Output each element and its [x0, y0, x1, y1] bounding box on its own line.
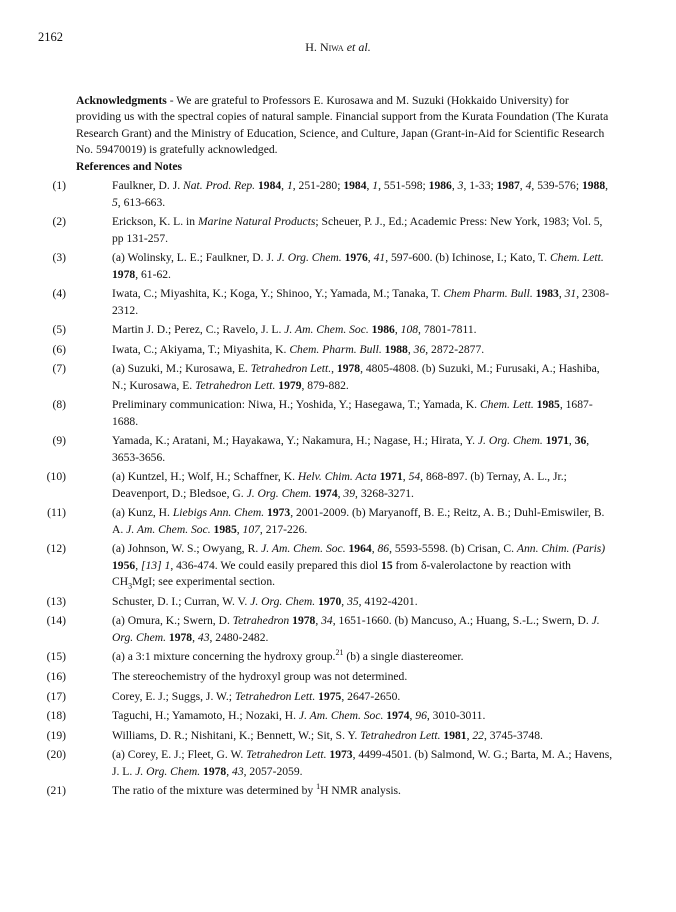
reference-segment: J. Am. Chem. Soc. [126, 522, 211, 536]
reference-segment: , 613-663. [117, 195, 166, 209]
reference-segment: , [135, 558, 141, 572]
reference-segment: H NMR analysis. [320, 784, 401, 798]
reference-segment: J. Org. Chem. [477, 434, 543, 448]
reference-text [112, 542, 606, 591]
reference-segment: Iwata, C.; Miyashita, K.; Koga, Y.; Shinoo, Y.; Yamada, M.; Tanaka, T. [112, 287, 444, 301]
reference-segment: Chem. Pharm. Bull. [289, 342, 382, 356]
reference-segment: 31 [564, 287, 577, 301]
reference-segment: 1986 [428, 179, 452, 193]
reference-segment: , [409, 709, 416, 723]
reference-segment: 1984 [343, 179, 367, 193]
reference-segment: 39 [343, 486, 356, 500]
reference-segment: , 1651-1660. (b) Mancuso, A.; Huang, S.-L.; Swern, D. [332, 614, 592, 628]
reference-segment: 1983 [535, 287, 559, 301]
reference-segment: , [558, 287, 565, 301]
reference-text [112, 179, 608, 208]
reference-segment: J. Org. Chem. [112, 614, 600, 644]
reference-segment: 41 [373, 251, 386, 265]
reference-segment: , 597-600. (b) Ichinose, I.; Kato, T. [385, 251, 550, 265]
reference-number: ( 18 ) [36, 708, 66, 724]
reference-segment: (a) Omura, K.; Swern, D. [112, 614, 233, 628]
reference-segment: J. Org. Chem. [135, 764, 201, 778]
reference-segment: J. Am. Chem. Soc. [298, 709, 384, 723]
reference-text [112, 506, 604, 535]
reference-item [50, 689, 616, 705]
reference-segment: J. Org. Chem. [246, 486, 312, 500]
reference-text [112, 690, 400, 703]
reference-segment: 1976 [344, 251, 368, 265]
reference-segment: , [371, 542, 378, 556]
reference-text [112, 251, 604, 280]
reference-text [112, 470, 567, 499]
reference-segment: Erickson, K. L. in [112, 215, 198, 229]
reference-item [56, 322, 616, 338]
reference-item [56, 286, 616, 319]
reference-text [112, 595, 418, 608]
reference-segment: (b) a single diastereomer. [343, 650, 464, 664]
reference-segment: 36 [574, 434, 587, 448]
reference-segment: 1978 [336, 362, 361, 376]
reference-number: ( 1 ) [36, 178, 66, 194]
reference-segment: , 3010-3011. [426, 709, 486, 723]
reference-item [50, 541, 616, 591]
acknowledgments-title: Acknowledgments [76, 94, 167, 107]
reference-segment: 1975 [318, 689, 342, 703]
reference-segment: Chem. Lett. [549, 251, 604, 265]
reference-segment: 1978 [112, 267, 136, 281]
reference-segment: 43 [232, 764, 244, 778]
reference-segment: , 2001-2009. (b) Maryanoff, B. E.; Reitz, A. B.; Duhl-Emiswiler, B. A. [112, 506, 605, 536]
reference-segment: Corey, E. J.; Suggs, J. W.; [112, 689, 235, 703]
reference-text [112, 729, 543, 742]
reference-segment: , 551-598; [378, 179, 429, 193]
reference-segment: , [605, 179, 609, 193]
reference-segment: J. Org. Chem. [250, 594, 316, 608]
reference-segment: , [226, 764, 233, 778]
reference-segment: , 1-33; [463, 179, 497, 193]
reference-segment: 1987 [496, 179, 520, 193]
reference-number: ( 4 ) [36, 286, 66, 302]
reference-segment: , [341, 594, 348, 608]
reference-segment: , 4192-4201. [358, 594, 418, 608]
reference-segment: The ratio of the mixture was determined by [112, 784, 317, 798]
reference-segment: 1974 [386, 709, 410, 723]
reference-segment: 1971 [545, 434, 569, 448]
reference-text [112, 650, 464, 663]
reference-segment: Taguchi, H.; Yamamoto, H.; Nozaki, H. [112, 709, 299, 723]
reference-segment: , 868-897. (b) Ternay, A. L., Jr.; Deavenport, D.; Bledsoe, G. [112, 470, 567, 500]
reference-segment: Tetrahedron Lett. [246, 748, 327, 762]
reference-segment: , 436-474. We could easily prepared this diol [170, 558, 382, 572]
reference-segment: (a) Wolinsky, L. E.; Faulkner, D. J. [112, 251, 277, 265]
reference-segment: , 3268-3271. [355, 486, 414, 500]
reference-segment: Iwata, C.; Akiyama, T.; Miyashita, K. [112, 342, 290, 356]
reference-segment: , 2480-2482. [209, 630, 269, 644]
reference-segment: 3 [457, 179, 464, 193]
reference-segment: Martin J. D.; Perez, C.; Ravelo, J. L. [112, 323, 285, 337]
reference-segment: 1984 [257, 179, 282, 193]
reference-segment: (a) Johnson, W. S.; Owyang, R. [112, 542, 262, 556]
reference-list [50, 178, 616, 800]
reference-text [112, 784, 401, 797]
reference-segment: 1956 [112, 558, 136, 572]
reference-item [56, 178, 616, 211]
reference-item [56, 214, 616, 247]
reference-number: ( 12 ) [36, 541, 66, 557]
reference-segment: Faulkner, D. J. [112, 179, 184, 193]
reference-segment: , 2647-2650. [341, 689, 401, 703]
reference-segment: 43 [197, 630, 210, 644]
reference-segment: Schuster, D. I.; Curran, W. V. [112, 594, 251, 608]
reference-segment: (a) a 3:1 mixture concerning the hydroxy group. [112, 650, 336, 664]
reference-segment: 5 [112, 195, 118, 209]
reference-segment: , [337, 486, 344, 500]
page-number: 2162 [38, 30, 63, 44]
reference-text [112, 215, 602, 244]
reference-segment: , [466, 728, 473, 742]
reference-number: ( 16 ) [36, 669, 66, 685]
reference-segment: , 3745-3748. [483, 728, 543, 742]
reference-segment: 1985 [536, 398, 560, 412]
reference-segment: 1988 [384, 342, 408, 356]
reference-segment: 1 [286, 179, 293, 193]
reference-segment: , [192, 630, 198, 644]
reference-segment: , 4499-4501. (b) Salmond, W. G.; Barta, M. A.; Havens, J. L. [112, 748, 613, 778]
reference-number: ( 11 ) [36, 505, 66, 521]
reference-segment: 36 [413, 342, 426, 356]
reference-text [112, 343, 484, 356]
reference-number: ( 10 ) [36, 469, 66, 485]
reference-segment: , [402, 470, 409, 484]
reference-segment: Nat. Prod. Rep. [183, 179, 256, 193]
reference-segment: 1 [316, 782, 321, 792]
reference-segment: Chem Pharm. Bull. [443, 287, 533, 301]
acknowledgments-text: - We are grateful to Professors E. Kurosawa and M. Suzuki (Hokkaido University) for providing us with the spectral copies of natural sample. Financial support from the Kurata Foundation (The Kurata Research Grant) and the Ministry of Education, Science, and Culture, Japan (Grant-in-Aid for Scientific Research No. 59470019) is gratefully acknowledged. [76, 94, 609, 157]
reference-segment: , 1687-1688. [112, 398, 593, 428]
reference-segment: , [366, 179, 373, 193]
reference-text [112, 362, 600, 391]
reference-text [112, 398, 593, 427]
reference-item [50, 594, 616, 610]
reference-segment: , 2872-2877. [425, 342, 485, 356]
reference-segment: 1973 [329, 748, 353, 762]
reference-segment: , 61-62. [135, 267, 171, 281]
reference-segment: 22 [472, 728, 484, 742]
reference-segment: (a) Suzuki, M.; Kurosawa, E. [112, 362, 251, 376]
reference-number: ( 20 ) [36, 747, 66, 763]
reference-item [50, 747, 616, 780]
reference-segment: Tetrahedron Lett. [234, 689, 316, 703]
acknowledgments-paragraph [76, 93, 616, 159]
reference-number: ( 21 ) [36, 783, 66, 799]
reference-segment: 1978 [292, 614, 316, 628]
reference-segment: , 251-280; [292, 179, 344, 193]
reference-segment: 1979 [278, 378, 302, 392]
reference-segment: 4 [525, 179, 532, 193]
reference-segment: 1978 [203, 764, 227, 778]
reference-segment: 1986 [371, 323, 395, 337]
reference-segment: 15 [381, 558, 393, 572]
reference-number: ( 14 ) [36, 613, 66, 629]
reference-item [50, 505, 616, 538]
reference-segment: 1970 [318, 594, 342, 608]
reference-segment: , [281, 179, 287, 193]
reference-segment: , [407, 342, 414, 356]
page-body [50, 93, 616, 800]
reference-segment: 1 [372, 179, 379, 193]
reference-segment: , [394, 323, 401, 337]
reference-number: ( 2 ) [36, 214, 66, 230]
reference-segment: , 2308-2312. [112, 287, 610, 317]
reference-text [112, 434, 589, 463]
reference-number: ( 17 ) [36, 689, 66, 705]
reference-item [56, 397, 616, 430]
reference-segment: 54 [408, 470, 421, 484]
reference-segment: (a) Kunz, H. [112, 506, 173, 520]
reference-item [56, 250, 616, 283]
reference-item [50, 708, 616, 724]
reference-item [56, 361, 616, 394]
reference-segment: MgI; see experimental section. [132, 575, 276, 589]
running-head-author-surname: Niwa [319, 40, 344, 54]
reference-number: ( 19 ) [36, 728, 66, 744]
reference-segment: Preliminary communication: Niwa, H.; Yoshida, Y.; Hasegawa, T.; Yamada, K. [112, 398, 480, 412]
reference-segment: 21 [335, 648, 344, 658]
reference-number: ( 9 ) [36, 433, 66, 449]
reference-segment: Tetrahedron Lett. [360, 728, 441, 742]
reference-segment: 3 [128, 581, 133, 591]
reference-segment: 1971 [379, 470, 403, 484]
reference-segment: 1988 [581, 179, 606, 193]
reference-segment: J. Org. Chem. [276, 251, 342, 265]
reference-segment: J. Am. Chem. Soc. [284, 323, 369, 337]
reference-text [112, 323, 477, 336]
reference-segment: Yamada, K.; Aratani, M.; Hayakawa, Y.; Nakamura, H.; Nagase, H.; Hirata, Y. [112, 434, 478, 448]
reference-segment: from δ-valerolactone by reaction with CH [112, 558, 571, 589]
reference-segment: Tetrahedron [232, 614, 290, 628]
reference-segment: , 539-576; [531, 179, 582, 193]
reference-segment: , [519, 179, 526, 193]
reference-item [56, 342, 616, 358]
reference-segment: The stereochemistry of the hydroxyl group was not determined. [112, 670, 408, 683]
reference-segment: [13] 1 [140, 558, 171, 572]
reference-segment: , 4805-4808. (b) Suzuki, M.; Furusaki, A.; Hashiba, N.; Kurosawa, E. [112, 362, 600, 392]
reference-number: ( 13 ) [36, 594, 66, 610]
reference-segment: Tetrahedron Lett. [250, 362, 332, 376]
reference-segment: 1985 [213, 522, 237, 536]
reference-item [50, 728, 616, 744]
reference-segment: Ann. Chim. (Paris) [516, 542, 606, 556]
reference-number: ( 8 ) [36, 397, 66, 413]
reference-item [56, 433, 616, 466]
reference-number: ( 7 ) [36, 361, 66, 377]
reference-segment: 35 [347, 594, 359, 608]
reference-segment: 1978 [168, 630, 193, 644]
reference-item [50, 669, 616, 685]
reference-segment: 1964 [348, 542, 372, 556]
reference-segment: , 217-226. [259, 522, 308, 536]
running-head [0, 40, 676, 55]
reference-segment: , 3653-3656. [112, 434, 590, 464]
reference-segment: (a) Kuntzel, H.; Wolf, H.; Schaffner, K. [112, 470, 298, 484]
reference-segment: Williams, D. R.; Nishitani, K.; Bennett, W.; Sit, S. Y. [112, 728, 361, 742]
reference-text [112, 614, 600, 643]
reference-text [112, 670, 407, 683]
reference-item [50, 782, 616, 799]
running-head-et-al: et al. [343, 40, 371, 54]
reference-number: ( 15 ) [36, 649, 66, 665]
reference-text [112, 748, 612, 777]
reference-number: ( 5 ) [36, 322, 66, 338]
reference-segment: Tetrahedron Lett. [195, 378, 276, 392]
reference-segment: Marine Natural Products [197, 215, 316, 229]
references-heading: References and Notes [76, 159, 183, 173]
reference-segment: Liebigs Ann. Chem. [172, 506, 265, 520]
reference-segment: , [568, 434, 575, 448]
running-head-author-initial: H. [305, 40, 320, 54]
reference-segment: 86 [377, 542, 390, 556]
reference-segment: 107 [242, 522, 260, 536]
reference-segment: Helv. Chim. Acta [297, 470, 377, 484]
reference-segment: , 879-882. [301, 378, 349, 392]
reference-segment: 108 [400, 323, 419, 337]
reference-segment: , [451, 179, 458, 193]
reference-segment: J. Am. Chem. Soc. [261, 542, 346, 556]
reference-segment: , 2057-2059. [243, 764, 303, 778]
reference-number: ( 6 ) [36, 342, 66, 358]
reference-segment: 1981 [443, 728, 467, 742]
reference-segment: 1974 [314, 486, 338, 500]
reference-segment: 1973 [267, 506, 291, 520]
reference-segment: , [367, 251, 374, 265]
reference-item [50, 648, 616, 665]
reference-segment: Chem. Lett. [479, 398, 534, 412]
reference-segment: , 5593-5598. (b) Crisan, C. [389, 542, 517, 556]
reference-segment: ; Scheuer, P. J., Ed.; Academic Press: New York, 1983; Vol. 5, pp 131-257. [112, 215, 603, 245]
reference-text [112, 709, 485, 722]
reference-segment: , [315, 614, 322, 628]
reference-segment: 34 [321, 614, 333, 628]
reference-text [112, 287, 609, 316]
reference-segment: , 7801-7811. [418, 323, 477, 337]
reference-segment: , [331, 362, 337, 376]
reference-segment: 96 [415, 709, 427, 723]
reference-item [50, 469, 616, 502]
reference-segment: , [236, 522, 243, 536]
reference-item [50, 613, 616, 646]
reference-segment: (a) Corey, E. J.; Fleet, G. W. [112, 748, 247, 762]
reference-number: ( 3 ) [36, 250, 66, 266]
